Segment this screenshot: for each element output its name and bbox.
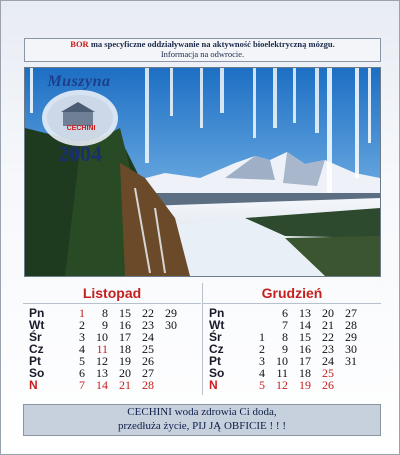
date-cell: 1 (79, 306, 85, 320)
date-cell: 6 (79, 366, 85, 380)
date-cell: 28 (142, 378, 154, 392)
weekday-row (203, 379, 381, 391)
weekday-row (203, 355, 381, 367)
weekday-row (23, 343, 201, 355)
date-cell: 21 (322, 318, 334, 332)
date-cell (154, 379, 177, 391)
date-cell: 24 (142, 330, 154, 344)
date-cell: 22 (322, 330, 334, 344)
date-cell: 24 (322, 354, 334, 368)
weekday-label: Wt (209, 318, 225, 332)
date-cell: 31 (345, 354, 357, 368)
weekday-row (23, 355, 201, 367)
weekday-label: N (29, 378, 38, 392)
weekday-row (23, 379, 201, 391)
date-cell (154, 331, 177, 343)
date-cell: 4 (79, 342, 85, 356)
date-cell: 29 (345, 330, 357, 344)
date-cell: 5 (79, 354, 85, 368)
date-cell (154, 367, 177, 379)
slogan-banner (23, 404, 381, 436)
date-cell: 30 (345, 342, 357, 356)
weekday-label: So (209, 366, 225, 380)
month-title: Listopad (23, 283, 201, 304)
date-cell: 18 (299, 366, 311, 380)
slogan-line-2: przedłuża życie, PIJ JĄ OBFICIE ! ! ! (117, 420, 286, 432)
date-cell: 16 (299, 342, 311, 356)
weekday-row (23, 331, 201, 343)
date-cell: 10 (96, 330, 108, 344)
month-grid (23, 307, 201, 391)
weekday-label: Pn (209, 306, 225, 320)
date-cell: 1 (259, 330, 265, 344)
date-cell: 25 (322, 366, 334, 380)
date-cell: 11 (276, 366, 288, 380)
date-cell: 13 (299, 306, 311, 320)
date-cell: 25 (142, 342, 154, 356)
date-cell: 26 (322, 378, 334, 392)
calendar-grudzien (202, 283, 381, 395)
date-cell: 19 (119, 354, 131, 368)
date-cell: 11 (96, 342, 108, 356)
date-cell: 17 (299, 354, 311, 368)
month-grid (203, 307, 381, 391)
date-cell (154, 355, 177, 367)
date-cell: 16 (119, 318, 131, 332)
date-cell (334, 379, 357, 391)
date-cell: 10 (276, 354, 288, 368)
date-cell: 8 (102, 306, 108, 320)
date-cell: 12 (96, 354, 108, 368)
weekday-label: Śr (29, 330, 42, 344)
logo-year: 2004 (58, 141, 102, 166)
date-cell: 30 (165, 318, 177, 332)
weekday-label: N (209, 378, 218, 392)
date-cell: 15 (119, 306, 131, 320)
date-cell: 20 (322, 306, 334, 320)
date-cell: 13 (96, 366, 108, 380)
date-cell: 2 (259, 342, 265, 356)
date-cell (242, 307, 265, 319)
date-cell: 23 (322, 342, 334, 356)
weekday-label: Pt (209, 354, 221, 368)
banner-brand: BOR (70, 39, 89, 49)
date-cell: 15 (299, 330, 311, 344)
logo-title: Muszyna (47, 73, 111, 90)
date-cell: 17 (119, 330, 131, 344)
info-banner (24, 38, 381, 62)
date-cell: 5 (259, 378, 265, 392)
date-cell: 22 (142, 306, 154, 320)
month-title: Grudzień (203, 283, 381, 304)
date-cell (154, 343, 177, 355)
date-cell: 6 (282, 306, 288, 320)
date-cell: 28 (345, 318, 357, 332)
muszyna-logo (39, 73, 119, 166)
weekday-label: Śr (209, 330, 222, 344)
weekday-row (23, 367, 201, 379)
weekday-label: So (29, 366, 45, 380)
date-cell: 18 (119, 342, 131, 356)
date-cell: 7 (282, 318, 288, 332)
weekday-label: Wt (29, 318, 45, 332)
weekday-label: Cz (209, 342, 224, 356)
date-cell: 9 (102, 318, 108, 332)
calendar-listopad (23, 283, 201, 395)
date-cell: 21 (119, 378, 131, 392)
date-cell: 3 (79, 330, 85, 344)
date-cell: 9 (282, 342, 288, 356)
weekday-label: Cz (29, 342, 44, 356)
date-cell: 3 (259, 354, 265, 368)
date-cell: 23 (142, 318, 154, 332)
weekday-label: Pt (29, 354, 41, 368)
weekday-row (23, 319, 201, 331)
weekday-row (203, 367, 381, 379)
date-cell: 2 (79, 318, 85, 332)
date-cell: 27 (142, 366, 154, 380)
date-cell: 7 (79, 378, 85, 392)
weekday-label: Pn (29, 306, 45, 320)
date-cell: 8 (282, 330, 288, 344)
date-cell: 27 (345, 306, 357, 320)
logo-brand: CECHINI (66, 125, 96, 132)
banner-text: ma specyficzne oddziaływanie na aktywność bioelektryczną mózgu. (90, 39, 335, 49)
date-cell: 4 (259, 366, 265, 380)
date-cell: 14 (96, 378, 108, 392)
date-cell: 20 (119, 366, 131, 380)
date-cell: 19 (299, 378, 311, 392)
date-cell: 14 (299, 318, 311, 332)
banner-subtext: Informacja na odwrocie. (160, 49, 245, 59)
date-cell: 29 (165, 306, 177, 320)
date-cell (334, 367, 357, 379)
date-cell: 26 (142, 354, 154, 368)
slogan-line-1: CECHINI woda zdrowia Ci doda, (127, 406, 277, 418)
date-cell: 12 (276, 378, 288, 392)
